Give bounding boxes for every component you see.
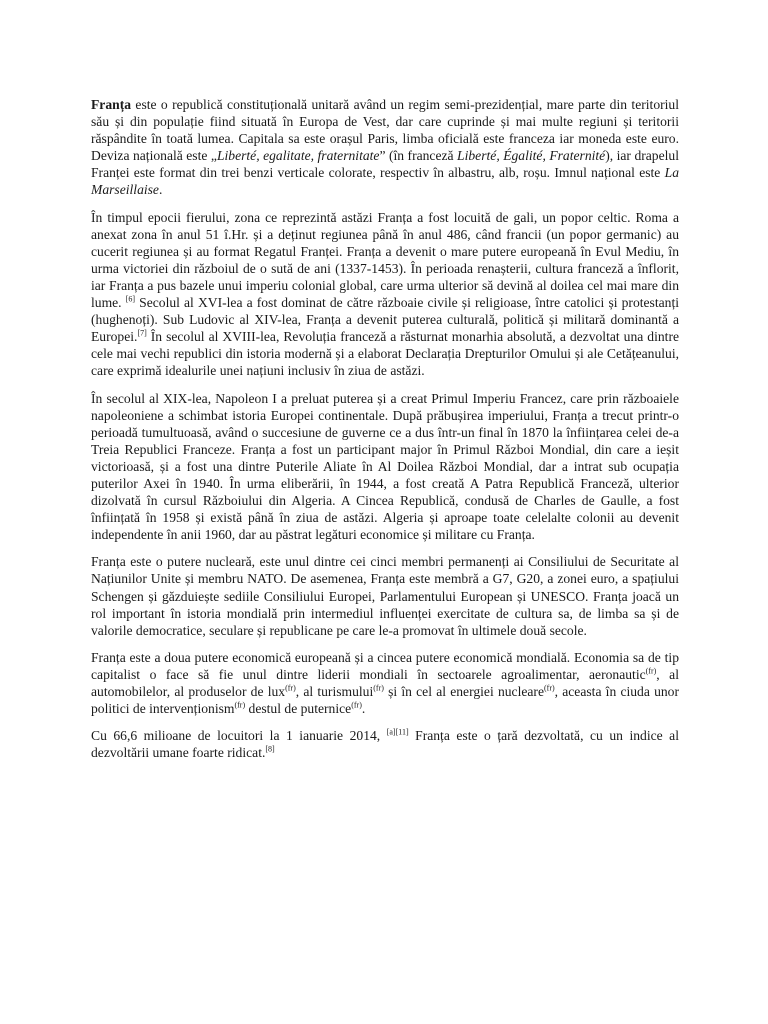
- italic-term: Liberté, egalitate, fraternitate: [216, 148, 380, 164]
- text-run: , al automobilelor, al produselor de lux: [91, 666, 679, 699]
- paragraph-international-role: [91, 553, 679, 638]
- bold-term: Franța: [91, 97, 132, 112]
- paragraph-history-early: [91, 209, 679, 380]
- text-run: Franța este o țară dezvoltată, cu un indice al dezvoltării umane foarte ridicat.: [91, 728, 679, 761]
- footnote-ref[interactable]: (fr): [543, 683, 555, 693]
- text-run: ), iar drapelul Franței este format din trei benzi verticale colorate, respectiv în albastru, alb, roșu. Imnul național este: [91, 148, 679, 181]
- footnote-ref[interactable]: (fr): [234, 700, 246, 710]
- text-run: ” (în franceză: [379, 148, 458, 164]
- document-body: [91, 96, 679, 771]
- footnote-ref[interactable]: [7]: [137, 328, 147, 338]
- paragraph-history-modern: [91, 390, 679, 544]
- footnote-ref[interactable]: (fr): [645, 666, 657, 676]
- text-run: .: [361, 701, 366, 717]
- footnote-ref[interactable]: (fr): [373, 683, 384, 693]
- paragraph-economy: [91, 649, 679, 717]
- footnote-ref[interactable]: (fr): [285, 683, 296, 693]
- footnote-ref[interactable]: (fr): [351, 700, 362, 710]
- text-run: și în cel al energiei nucleare: [383, 684, 544, 699]
- footnote-ref[interactable]: [a][11]: [386, 727, 409, 737]
- text-run: .: [158, 182, 163, 198]
- text-run: Franța este o putere nucleară, este unul dintre cei cinci membri permanenți ai Consiliului de Securitate al Națiunilor Unite și membru NATO. De asemenea, Franța este membră a G7, G20, a zonei euro, a spațiului Schengen și găzduiește sediile Consiliului Europei, Parlamentului European și UNESCO. Franța joacă un rol important în istoria mondială prin intermediul influenței exercitate de cultura sa, de limba sa și de valorile democratice, seculare și republicane pe care le-a promovat în ultimele două secole.: [91, 554, 679, 638]
- text-run: Secolul al XVI-lea a fost dominat de către războaie civile și religioase, între catolici și protestanți (hughenoți). Sub Ludovic al XIV-lea, Franța a devenit puterea culturală, politică și militară dominantă a Europei.: [91, 295, 679, 345]
- paragraph-population: [91, 727, 679, 761]
- text-run: Cu 66,6 milioane de locuitori la 1 ianuarie 2014,: [91, 728, 387, 744]
- text-run: este o republică constituțională unitară având un regim semi-prezidențial, mare parte din teritoriul său și din populație fiind situată în Europa de Vest, dar care cuprinde și mai multe regiuni și teritorii răspândite în toată lumea. Capitala sa este orașul Paris, limba oficială este franceza iar moneda este euro. Deviza națională este „: [91, 97, 679, 164]
- italic-term: Liberté, Égalité, Fraternité: [457, 148, 606, 164]
- footnote-ref[interactable]: [6]: [125, 294, 136, 304]
- text-run: destul de puternice: [245, 701, 352, 717]
- text-run: , aceasta în ciuda unor politici de intervenționism: [91, 684, 680, 717]
- paragraph-intro: [91, 96, 679, 199]
- text-run: Franța este a doua putere economică europeană și a cincea putere economică mondială. Economia sa de tip capitalist o face să fie unul dintre liderii mondiali în sectoarele agroalimentar, aeronautic: [91, 649, 679, 682]
- text-run: , al turismului: [295, 684, 374, 699]
- text-run: În secolul al XVIII-lea, Revoluția franceză a răsturnat monarhia absolută, a dezvoltat una dintre cele mai vechi republici din istoria modernă și a elaborat Declarația Drepturilor Omului și ale Cetățeanului, care exprimă idealurile unei națiuni inclusiv în ziua de astăzi.: [91, 329, 679, 379]
- text-run: În timpul epocii fierului, zona ce reprezintă astăzi Franța a fost locuită de gali, un popor celtic. Roma a anexat zona în anul 51 î.Hr. și a deținut regiunea până în anul 486, când francii (un popor germanic) au cucerit regiunea și au format Regatul Franței. Franța a devenit o mare putere europeană în Evul Mediu, în urma victoriei din războiul de o sută de ani (1337-1453). În perioada renașterii, cultura franceză a înflorit, iar Franța a pus bazele unui imperiu colonial global, care urma ulterior să devină al doilea cel mai mare din lume.: [91, 209, 679, 311]
- footnote-ref[interactable]: [8]: [265, 744, 275, 754]
- text-run: În secolul al XIX-lea, Napoleon I a preluat puterea și a creat Primul Imperiu Francez, care prin războaiele napoleoniene a schimbat istoria Europei continentale. După prăbușirea imperiului, Franța a trecut printr-o perioadă tumultuoasă, având o succesiune de guverne ce a dus într-un final în 1870 la înființarea celei de-a Treia Republici Franceze. Franța a fost un participant major în Primul Război Mondial, din care a ieșit victorioasă, și a fost una dintre Puterile Aliate în Al Doilea Război Mondial, dar a intrat sub ocupația puterilor Axei în 1940. În urma eliberării, în 1944, a fost creată A Patra Republică Franceză, ulterior dizolvată în cursul Războiului din Algeria. A Cincea Republică, condusă de Charles de Gaulle, a fost înființată în 1958 și există până în ziua de astăzi. Algeria și aproape toate celelalte colonii au devenit independente în anii 1960, dar au păstrat legături economice și militare cu Franța.: [91, 390, 679, 543]
- italic-term: La Marseillaise: [91, 165, 679, 198]
